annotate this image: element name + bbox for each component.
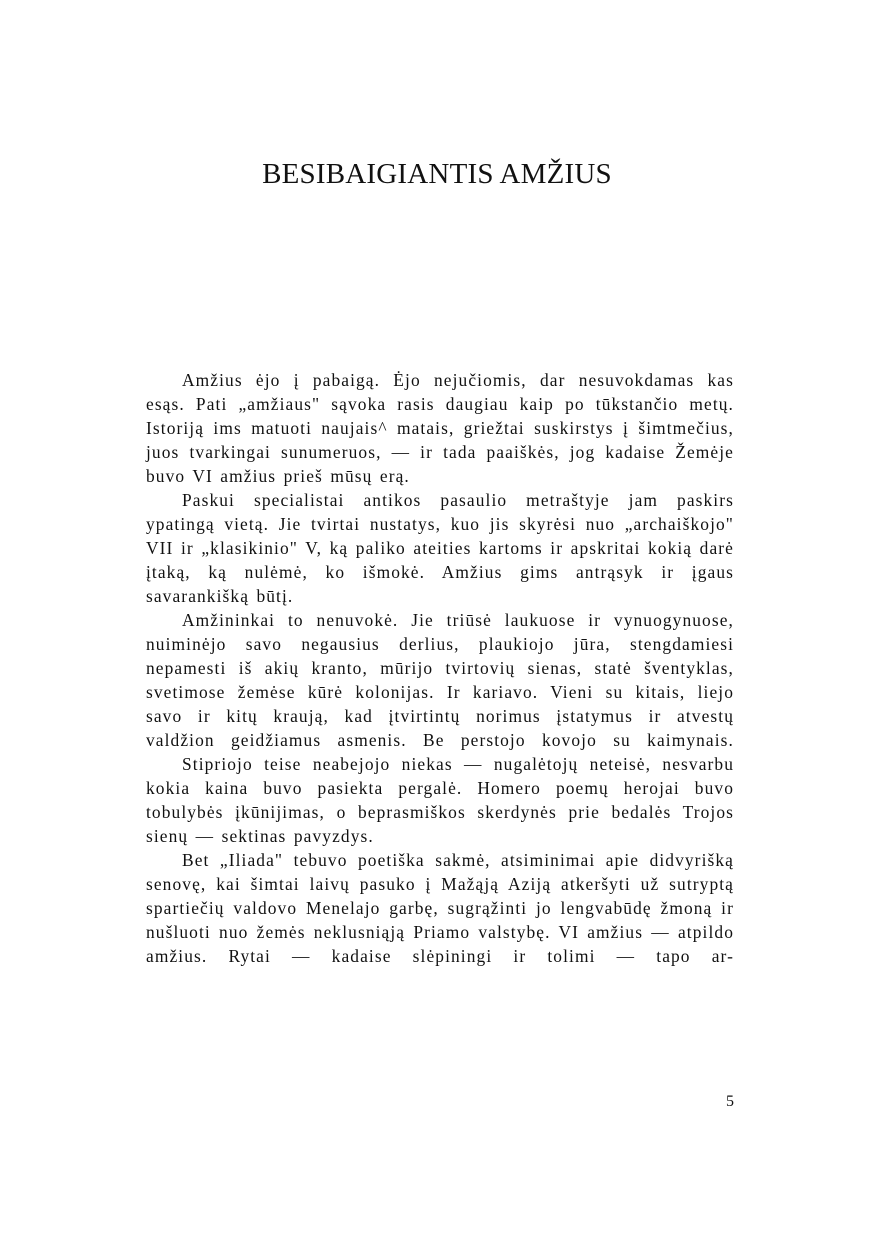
chapter-title: BESIBAIGIANTIS AMŽIUS <box>262 158 612 190</box>
paragraph: Stipriojo teise neabejojo niekas — nugalėtojų neteisė, nesvarbu kokia kaina buvo pasiekta pergalė. Homero poemų herojai buvo tobulybės įkūnijimas, o beprasmiškos skerdynės prie bedalės Trojos sienų — sektinas pavyzdys. <box>146 754 734 846</box>
body-text <box>146 368 734 968</box>
paragraph: Paskui specialistai antikos pasaulio metraštyje jam paskirs ypatingą vietą. Jie tvirtai nustatys, kuo jis skyrėsi nuo „archaiškojo" VII ir „klasikinio" V, ką paliko ateities kartoms ir apskritai kokią darė įtaką, ką nulėmė, ko išmokė. Amžius gims antrąsyk ir įgaus savarankišką būtį. <box>146 490 734 606</box>
paragraph: Amžininkai to nenuvokė. Jie triūsė laukuose ir vynuogynuose, nuiminėjo savo negausius derlius, plaukiojo jūra, stengdamiesi nepamesti iš akių kranto, mūrijo tvirtovių sienas, statė šventyklas, svetimose žemėse kūrė kolonijas. Ir kariavo. Vieni su kitais, liejo savo ir kitų kraują, kad įtvirtintų norimus įstatymus ir atvestų valdžion geidžiamus asmenis. Be perstojo kovojo su kaimynais. <box>146 610 734 750</box>
page-number: 5 <box>726 1093 734 1110</box>
paragraph: Bet „Iliada" tebuvo poetiška sakmė, atsiminimai apie didvyrišką senovę, kai šimtai laivų pasuko į Mažąją Aziją atkeršyti už sutryptą spartiečių valdovo Menelajo garbę, sugrąžinti jo lengvabūdę žmoną ir nušluoti nuo žemės neklusniąją Priamo valstybę. VI amžius — atpildo amžius. Rytai — kadaise slėpiningi ir tolimi — tapo ar- <box>146 850 734 966</box>
paragraph: Amžius ėjo į pabaigą. Ėjo nejučiomis, dar nesuvokdamas kas esąs. Pati „amžiaus" sąvoka rasis daugiau kaip po tūkstančio metų. Istoriją ims matuoti naujais^ matais, griežtai suskirstys į šimtmečius, juos tvarkingai sunumeruos, — ir tada paaiškės, jog kadaise Žemėje buvo VI amžius prieš mūsų erą. <box>146 370 734 486</box>
